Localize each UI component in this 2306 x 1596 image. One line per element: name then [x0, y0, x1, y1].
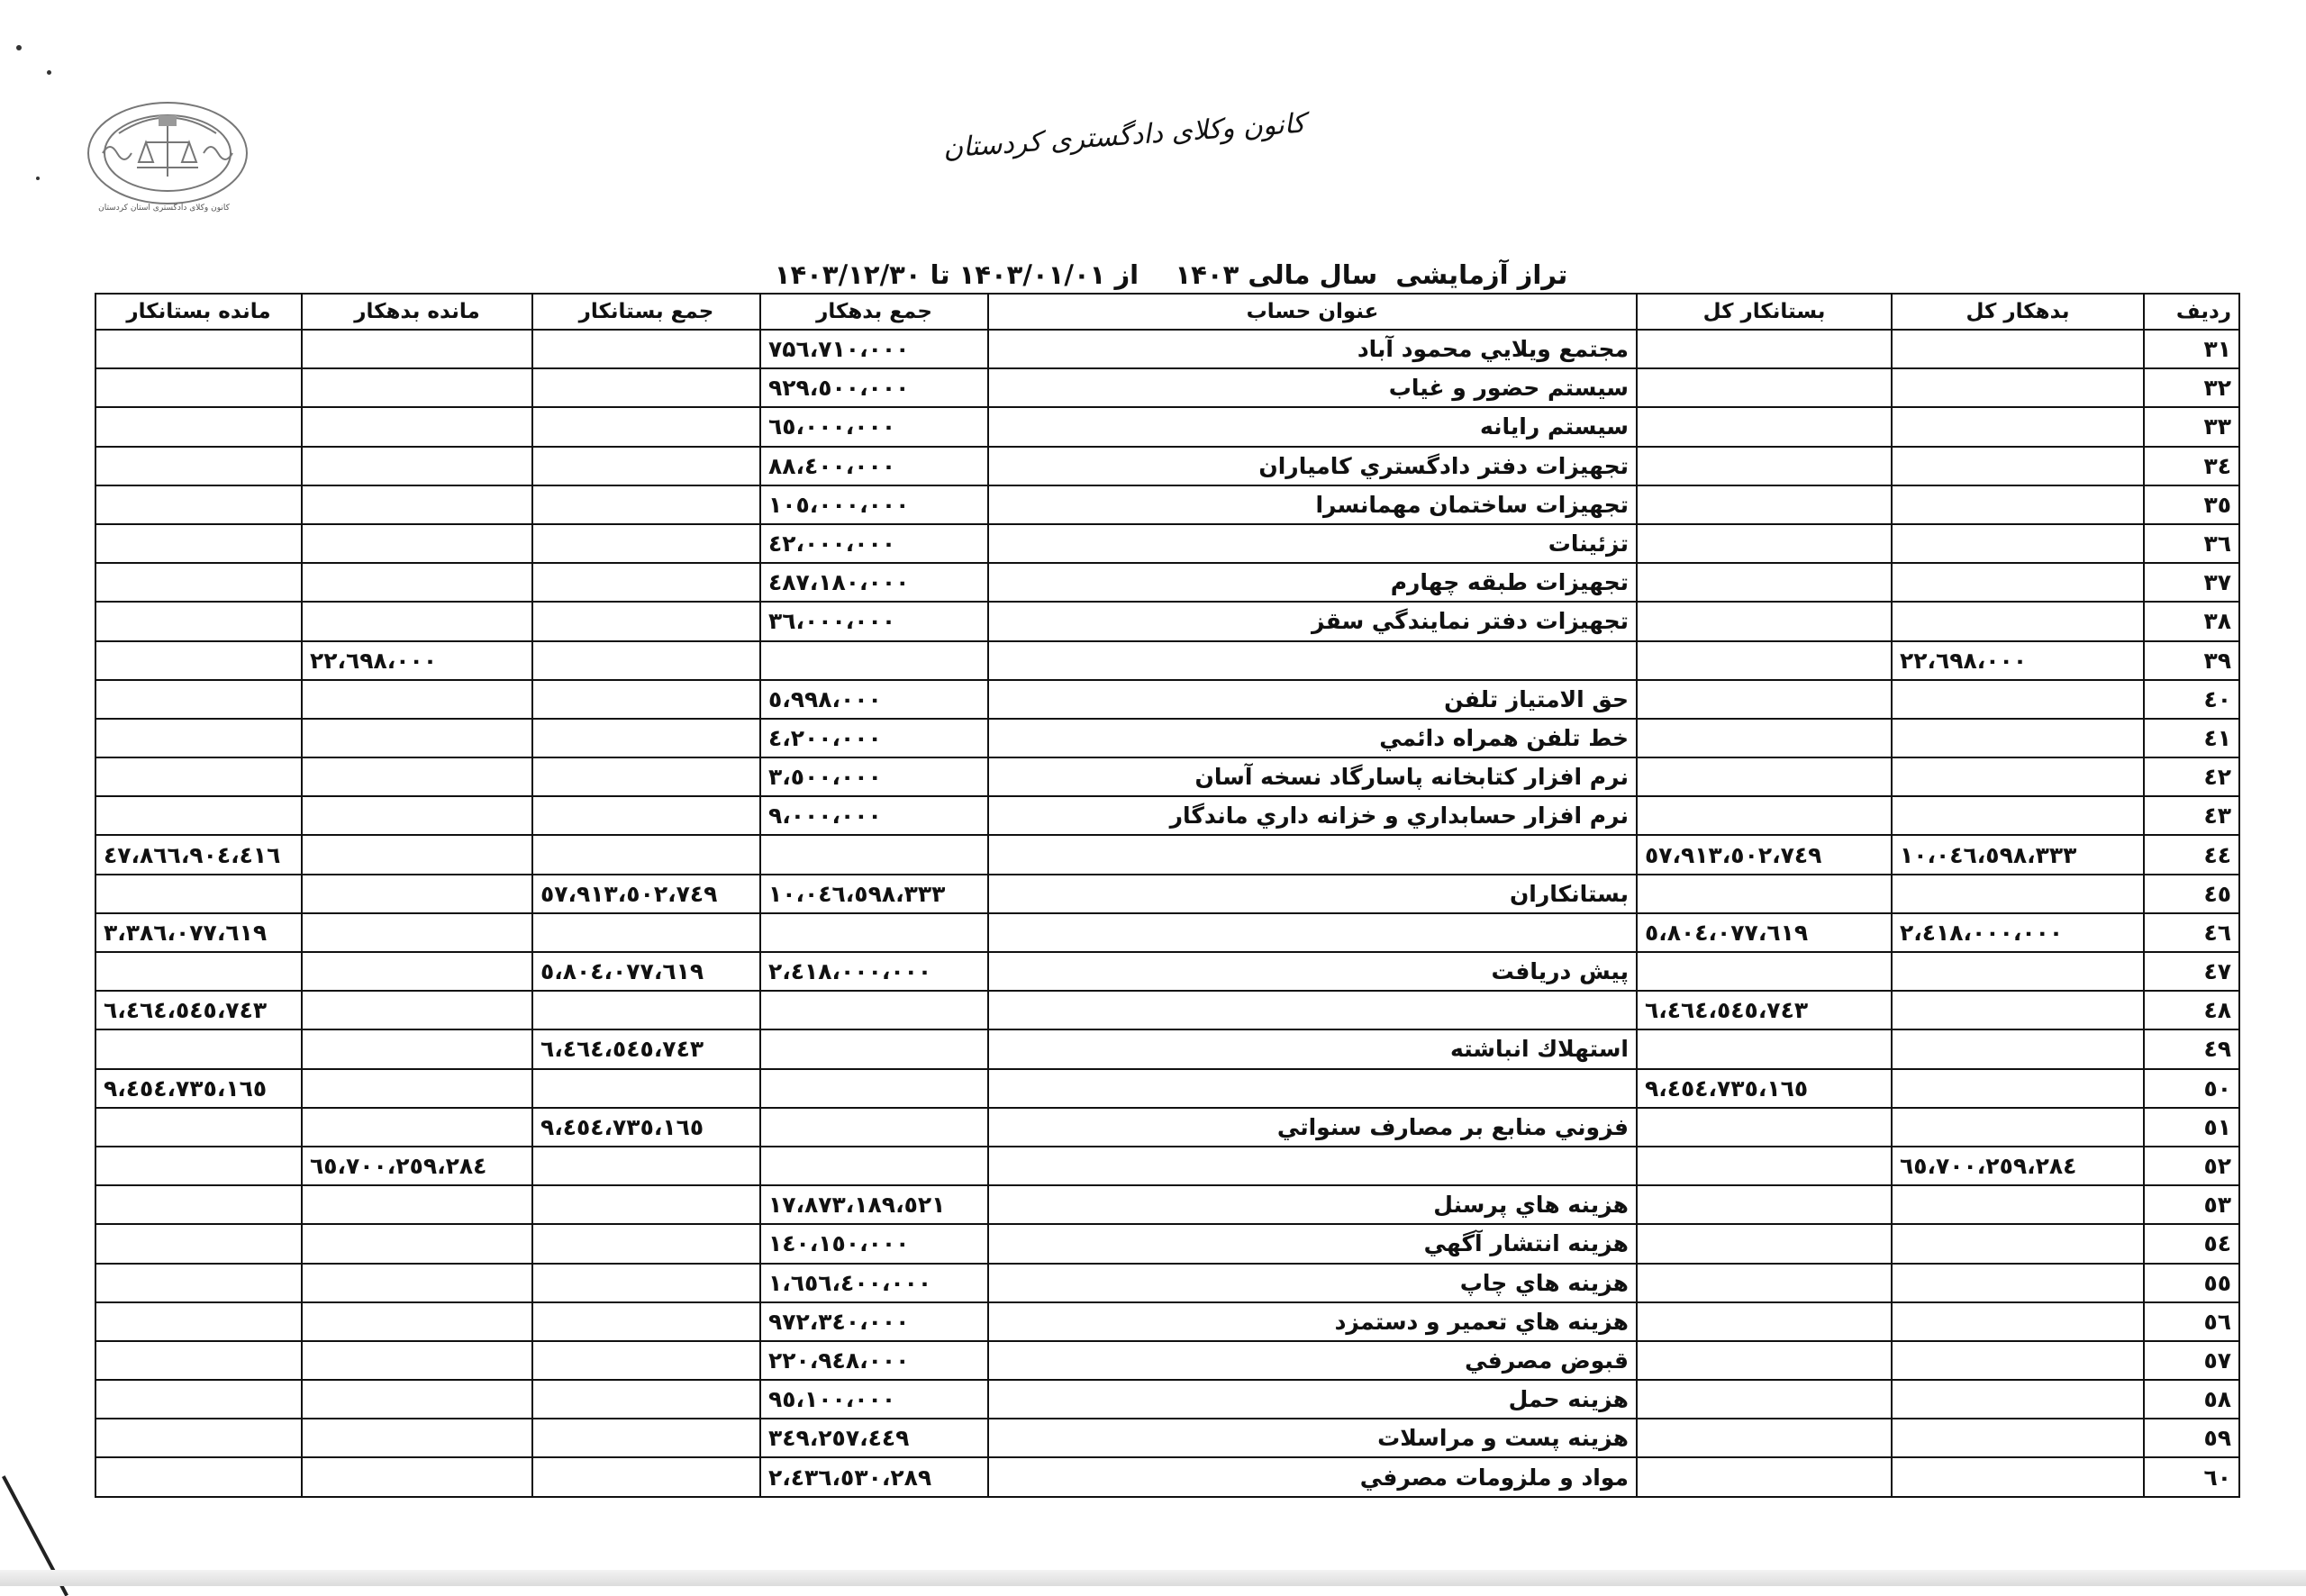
cell-total-credit: ۹،٤٥٤،۷۳٥،۱٦٥: [1637, 1069, 1892, 1108]
cell-account-title: سیستم حضور و غیاب: [988, 368, 1637, 407]
cell-row-number: ۳٤: [2144, 447, 2239, 485]
table-row: [95, 641, 2239, 680]
cell-total-credit: [1637, 330, 1892, 368]
cell-balance-debit: [302, 680, 532, 719]
cell-total-debit: [1892, 485, 2144, 524]
header-total-credit: بستانکار کل: [1637, 294, 1892, 330]
cell-row-number: ۳۹: [2144, 641, 2239, 680]
cell-balance-credit: ٤۷،۸٦٦،۹۰٤،٤۱٦: [95, 835, 302, 874]
cell-sum-debit: ۲۲۰،۹٤۸،۰۰۰: [760, 1341, 988, 1380]
cell-sum-debit: ٦٥،۰۰۰،۰۰۰: [760, 407, 988, 446]
table-row: [95, 524, 2239, 563]
cell-sum-credit: [532, 407, 760, 446]
cell-total-debit: [1892, 875, 2144, 913]
cell-sum-credit: [532, 485, 760, 524]
table-row: [95, 1147, 2239, 1185]
cell-total-debit: [1892, 991, 2144, 1029]
cell-sum-credit: [532, 1302, 760, 1341]
cell-account-title: مجتمع ویلایي محمود آباد: [988, 330, 1637, 368]
cell-row-number: ۳۳: [2144, 407, 2239, 446]
cell-total-debit: [1892, 1264, 2144, 1302]
cell-total-credit: [1637, 368, 1892, 407]
cell-total-credit: [1637, 524, 1892, 563]
scan-speck: [16, 45, 22, 50]
header-total-debit: بدهکار کل: [1892, 294, 2144, 330]
header-sum-debit: جمع بدهکار: [760, 294, 988, 330]
cell-balance-credit: [95, 447, 302, 485]
cell-total-credit: [1637, 1380, 1892, 1419]
table-row: [95, 952, 2239, 991]
table-row: [95, 1341, 2239, 1380]
cell-total-debit: ۲۲،٦۹۸،۰۰۰: [1892, 641, 2144, 680]
trial-balance-table: [95, 293, 2240, 1498]
cell-balance-debit: [302, 407, 532, 446]
cell-row-number: ٥۷: [2144, 1341, 2239, 1380]
header-balance-debit: مانده بدهکار: [302, 294, 532, 330]
cell-sum-debit: ٤۸۷،۱۸۰،۰۰۰: [760, 563, 988, 602]
cell-row-number: ٤۳: [2144, 796, 2239, 835]
cell-sum-debit: [760, 991, 988, 1029]
cell-total-credit: [1637, 1264, 1892, 1302]
table-row: [95, 1069, 2239, 1108]
cell-sum-credit: [532, 796, 760, 835]
cell-balance-debit: [302, 719, 532, 757]
cell-account-title: تجهیزات طبقه چهارم: [988, 563, 1637, 602]
cell-total-credit: [1637, 680, 1892, 719]
cell-account-title: تجهیزات ساختمان مهمانسرا: [988, 485, 1637, 524]
cell-sum-debit: [760, 1029, 988, 1068]
cell-row-number: ٤٤: [2144, 835, 2239, 874]
cell-account-title: [988, 991, 1637, 1029]
cell-sum-credit: [532, 1069, 760, 1108]
cell-row-number: ۳۱: [2144, 330, 2239, 368]
cell-balance-credit: [95, 602, 302, 640]
cell-balance-debit: [302, 835, 532, 874]
table-header-row: [95, 294, 2239, 330]
cell-total-debit: [1892, 1108, 2144, 1147]
cell-sum-credit: [532, 1380, 760, 1419]
cell-account-title: استهلاك انباشته: [988, 1029, 1637, 1068]
cell-account-title: [988, 1147, 1637, 1185]
cell-total-debit: [1892, 1069, 2144, 1108]
cell-balance-debit: [302, 1264, 532, 1302]
cell-balance-debit: [302, 952, 532, 991]
cell-row-number: ٤۱: [2144, 719, 2239, 757]
cell-total-debit: [1892, 719, 2144, 757]
cell-balance-credit: [95, 875, 302, 913]
cell-account-title: فزوني منابع بر مصارف سنواتي: [988, 1108, 1637, 1147]
seal-caption: کانون وکلای دادگستری استان کردستان: [98, 204, 230, 213]
cell-sum-debit: ۱٤۰،۱٥۰،۰۰۰: [760, 1224, 988, 1263]
cell-sum-credit: [532, 641, 760, 680]
cell-row-number: ٥۰: [2144, 1069, 2239, 1108]
cell-balance-debit: [302, 1302, 532, 1341]
cell-sum-credit: [532, 991, 760, 1029]
cell-total-debit: [1892, 1457, 2144, 1497]
cell-row-number: ٥٤: [2144, 1224, 2239, 1263]
cell-sum-debit: ٥،۹۹۸،۰۰۰: [760, 680, 988, 719]
organization-name: کانون وکلای دادگستری کردستان: [941, 107, 1307, 165]
cell-total-debit: [1892, 952, 2144, 991]
cell-balance-debit: [302, 524, 532, 563]
cell-total-debit: ۱۰،۰٤٦،٥۹۸،۳۳۳: [1892, 835, 2144, 874]
cell-sum-credit: [532, 757, 760, 796]
cell-total-debit: [1892, 1185, 2144, 1224]
cell-sum-credit: [532, 1224, 760, 1263]
header-sum-credit: جمع بستانکار: [532, 294, 760, 330]
cell-total-credit: [1637, 1302, 1892, 1341]
cell-sum-debit: ۹٥،۱۰۰،۰۰۰: [760, 1380, 988, 1419]
cell-balance-debit: [302, 991, 532, 1029]
scan-bottom-edge: [0, 1570, 2306, 1586]
cell-sum-debit: ۳٤۹،۲٥۷،٤٤۹: [760, 1419, 988, 1457]
cell-row-number: ٥۸: [2144, 1380, 2239, 1419]
table-row: [95, 1264, 2239, 1302]
cell-row-number: ٤۰: [2144, 680, 2239, 719]
cell-balance-debit: [302, 447, 532, 485]
cell-balance-debit: [302, 485, 532, 524]
cell-row-number: ٥۱: [2144, 1108, 2239, 1147]
table-row: [95, 368, 2239, 407]
cell-balance-credit: [95, 641, 302, 680]
cell-balance-debit: [302, 796, 532, 835]
cell-sum-debit: ۲،٤۳٦،٥۳۰،۲۸۹: [760, 1457, 988, 1497]
cell-balance-credit: [95, 680, 302, 719]
cell-total-debit: ٦٥،۷۰۰،۲٥۹،۲۸٤: [1892, 1147, 2144, 1185]
cell-total-credit: [1637, 875, 1892, 913]
cell-balance-debit: [302, 1380, 532, 1419]
cell-sum-credit: [532, 1185, 760, 1224]
table-row: [95, 1185, 2239, 1224]
cell-balance-debit: ۲۲،٦۹۸،۰۰۰: [302, 641, 532, 680]
cell-row-number: ٥۲: [2144, 1147, 2239, 1185]
cell-sum-debit: ۱۰٥،۰۰۰،۰۰۰: [760, 485, 988, 524]
cell-total-credit: [1637, 1029, 1892, 1068]
cell-sum-credit: [532, 563, 760, 602]
cell-account-title: مواد و ملزومات مصرفي: [988, 1457, 1637, 1497]
cell-balance-credit: ۳،۳۸٦،۰۷۷،٦۱۹: [95, 913, 302, 952]
cell-sum-debit: [760, 835, 988, 874]
table-row: [95, 447, 2239, 485]
cell-sum-debit: ۹۷۲،۳٤۰،۰۰۰: [760, 1302, 988, 1341]
cell-account-title: پیش دریافت: [988, 952, 1637, 991]
cell-total-debit: [1892, 1029, 2144, 1068]
cell-row-number: ٥٦: [2144, 1302, 2239, 1341]
cell-row-number: ۳۲: [2144, 368, 2239, 407]
cell-sum-debit: ۱۷،۸۷۳،۱۸۹،٥۲۱: [760, 1185, 988, 1224]
cell-sum-debit: ۳،٥۰۰،۰۰۰: [760, 757, 988, 796]
cell-sum-credit: ٥۷،۹۱۳،٥۰۲،۷٤۹: [532, 875, 760, 913]
cell-balance-credit: [95, 563, 302, 602]
cell-row-number: ٤۲: [2144, 757, 2239, 796]
cell-sum-credit: [532, 447, 760, 485]
cell-account-title: [988, 913, 1637, 952]
cell-total-debit: [1892, 602, 2144, 640]
table-row: [95, 330, 2239, 368]
scan-speck: [47, 70, 51, 75]
cell-account-title: هزینه حمل: [988, 1380, 1637, 1419]
table-row: [95, 875, 2239, 913]
cell-balance-credit: [95, 1264, 302, 1302]
cell-sum-debit: ۱۰،۰٤٦،٥۹۸،۳۳۳: [760, 875, 988, 913]
table-row: [95, 1029, 2239, 1068]
cell-sum-credit: ٥،۸۰٤،۰۷۷،٦۱۹: [532, 952, 760, 991]
cell-sum-debit: [760, 641, 988, 680]
cell-row-number: ٤۹: [2144, 1029, 2239, 1068]
table-row: [95, 757, 2239, 796]
cell-row-number: ٤۸: [2144, 991, 2239, 1029]
cell-balance-credit: [95, 1302, 302, 1341]
cell-balance-credit: [95, 1224, 302, 1263]
cell-account-title: قبوض مصرفي: [988, 1341, 1637, 1380]
cell-row-number: ٤۷: [2144, 952, 2239, 991]
cell-account-title: تزئینات: [988, 524, 1637, 563]
table-row: [95, 602, 2239, 640]
cell-sum-credit: [532, 330, 760, 368]
cell-sum-credit: [532, 913, 760, 952]
cell-total-debit: [1892, 330, 2144, 368]
cell-total-debit: [1892, 1302, 2144, 1341]
cell-account-title: [988, 835, 1637, 874]
cell-balance-debit: [302, 757, 532, 796]
cell-account-title: تجهیزات دفتر نمایندگي سقز: [988, 602, 1637, 640]
cell-account-title: خط تلفن همراه دائمي: [988, 719, 1637, 757]
table-body: [95, 330, 2239, 1497]
cell-account-title: حق الامتیاز تلفن: [988, 680, 1637, 719]
cell-sum-debit: ٤،۲۰۰،۰۰۰: [760, 719, 988, 757]
cell-total-credit: [1637, 952, 1892, 991]
cell-balance-credit: [95, 485, 302, 524]
cell-total-credit: [1637, 1457, 1892, 1497]
cell-row-number: ٤٥: [2144, 875, 2239, 913]
cell-balance-credit: [95, 1341, 302, 1380]
cell-total-credit: [1637, 1341, 1892, 1380]
cell-balance-debit: [302, 1029, 532, 1068]
table-row: [95, 485, 2239, 524]
table-row: [95, 719, 2239, 757]
cell-total-debit: [1892, 757, 2144, 796]
cell-sum-debit: ۱،٦٥٦،٤۰۰،۰۰۰: [760, 1264, 988, 1302]
cell-account-title: هزینه انتشار آگهي: [988, 1224, 1637, 1263]
cell-total-credit: ٥،۸۰٤،۰۷۷،٦۱۹: [1637, 913, 1892, 952]
cell-sum-debit: ۹۲۹،٥۰۰،۰۰۰: [760, 368, 988, 407]
cell-balance-credit: [95, 1457, 302, 1497]
cell-account-title: نرم افزار حسابداري و خزانه داري ماندگار: [988, 796, 1637, 835]
cell-total-credit: [1637, 1108, 1892, 1147]
cell-total-credit: [1637, 407, 1892, 446]
cell-sum-credit: [532, 1147, 760, 1185]
cell-balance-credit: [95, 1380, 302, 1419]
header-row-number: ردیف: [2144, 294, 2239, 330]
cell-total-credit: [1637, 719, 1892, 757]
cell-sum-debit: [760, 1147, 988, 1185]
cell-total-credit: [1637, 1147, 1892, 1185]
cell-balance-debit: [302, 1108, 532, 1147]
cell-total-credit: [1637, 1419, 1892, 1457]
cell-total-debit: [1892, 563, 2144, 602]
cell-sum-debit: ۷۵٦،۷۱۰،۰۰۰: [760, 330, 988, 368]
cell-sum-debit: ۲،٤۱۸،۰۰۰،۰۰۰: [760, 952, 988, 991]
cell-balance-debit: [302, 875, 532, 913]
cell-account-title: بستانکاران: [988, 875, 1637, 913]
table-row: [95, 1419, 2239, 1457]
cell-row-number: ۳٥: [2144, 485, 2239, 524]
cell-total-credit: [1637, 1224, 1892, 1263]
cell-account-title: [988, 641, 1637, 680]
cell-total-debit: [1892, 1380, 2144, 1419]
table-row: [95, 1457, 2239, 1497]
cell-total-credit: [1637, 641, 1892, 680]
table-row: [95, 407, 2239, 446]
cell-sum-debit: ۹،۰۰۰،۰۰۰: [760, 796, 988, 835]
cell-sum-credit: [532, 719, 760, 757]
cell-balance-credit: [95, 407, 302, 446]
cell-sum-debit: [760, 1108, 988, 1147]
cell-balance-credit: [95, 1185, 302, 1224]
table-row: [95, 835, 2239, 874]
table-row: [95, 563, 2239, 602]
cell-row-number: ۳٦: [2144, 524, 2239, 563]
cell-row-number: ٥٥: [2144, 1264, 2239, 1302]
cell-total-credit: [1637, 1185, 1892, 1224]
cell-total-debit: [1892, 796, 2144, 835]
cell-sum-credit: [532, 524, 760, 563]
cell-row-number: ٥۳: [2144, 1185, 2239, 1224]
header-account-title: عنوان حساب: [988, 294, 1637, 330]
cell-balance-credit: [95, 1108, 302, 1147]
cell-total-credit: [1637, 757, 1892, 796]
cell-sum-debit: [760, 1069, 988, 1108]
document-title: تراز آزمایشی سال مالی ۱۴۰۳ از ۱۴۰۳/۰۱/۰۱ تا ۱۴۰۳/۱۲/۳۰: [774, 259, 1568, 290]
cell-account-title: هزینه هاي چاپ: [988, 1264, 1637, 1302]
cell-sum-debit: [760, 913, 988, 952]
cell-account-title: هزینه پست و مراسلات: [988, 1419, 1637, 1457]
cell-balance-credit: [95, 1419, 302, 1457]
header-balance-credit: مانده بستانکار: [95, 294, 302, 330]
cell-sum-credit: [532, 1341, 760, 1380]
cell-balance-credit: [95, 952, 302, 991]
cell-sum-debit: ۸۸،٤۰۰،۰۰۰: [760, 447, 988, 485]
cell-balance-debit: [302, 1224, 532, 1263]
cell-total-debit: [1892, 407, 2144, 446]
scan-speck: [36, 177, 40, 180]
cell-balance-credit: ۹،٤٥٤،۷۳٥،۱٦٥: [95, 1069, 302, 1108]
cell-sum-debit: ٤۲،۰۰۰،۰۰۰: [760, 524, 988, 563]
cell-row-number: ۳۸: [2144, 602, 2239, 640]
table-row: [95, 991, 2239, 1029]
cell-balance-debit: [302, 1069, 532, 1108]
cell-account-title: سیستم رایانه: [988, 407, 1637, 446]
cell-total-credit: [1637, 447, 1892, 485]
cell-balance-debit: ٦٥،۷۰۰،۲٥۹،۲۸٤: [302, 1147, 532, 1185]
cell-balance-credit: [95, 1029, 302, 1068]
cell-total-debit: [1892, 368, 2144, 407]
cell-sum-credit: [532, 1457, 760, 1497]
cell-sum-credit: [532, 1419, 760, 1457]
cell-total-debit: [1892, 1341, 2144, 1380]
cell-total-credit: [1637, 563, 1892, 602]
cell-sum-debit: ۳٦،۰۰۰،۰۰۰: [760, 602, 988, 640]
cell-balance-credit: [95, 719, 302, 757]
cell-balance-credit: [95, 1147, 302, 1185]
cell-account-title: هزینه هاي پرسنل: [988, 1185, 1637, 1224]
table-row: [95, 913, 2239, 952]
cell-row-number: ٤٦: [2144, 913, 2239, 952]
cell-balance-debit: [302, 913, 532, 952]
table-row: [95, 1380, 2239, 1419]
cell-total-credit: [1637, 796, 1892, 835]
cell-balance-debit: [302, 602, 532, 640]
cell-account-title: نرم افزار کتابخانه پاسارگاد نسخه آسان: [988, 757, 1637, 796]
cell-balance-debit: [302, 1341, 532, 1380]
cell-account-title: هزینه هاي تعمیر و دستمزد: [988, 1302, 1637, 1341]
cell-total-debit: ۲،٤۱۸،۰۰۰،۰۰۰: [1892, 913, 2144, 952]
cell-sum-credit: [532, 680, 760, 719]
cell-balance-debit: [302, 368, 532, 407]
cell-total-debit: [1892, 524, 2144, 563]
cell-balance-debit: [302, 1185, 532, 1224]
cell-balance-debit: [302, 1419, 532, 1457]
cell-total-debit: [1892, 1224, 2144, 1263]
cell-row-number: ٥۹: [2144, 1419, 2239, 1457]
table-row: [95, 680, 2239, 719]
cell-sum-credit: [532, 835, 760, 874]
cell-sum-credit: ٦،٤٦٤،٥٤٥،۷٤۳: [532, 1029, 760, 1068]
cell-balance-debit: [302, 330, 532, 368]
cell-balance-credit: [95, 524, 302, 563]
cell-balance-credit: [95, 368, 302, 407]
cell-sum-credit: [532, 602, 760, 640]
cell-account-title: تجهیزات دفتر دادگستري کامیاران: [988, 447, 1637, 485]
cell-total-debit: [1892, 447, 2144, 485]
cell-row-number: ٦۰: [2144, 1457, 2239, 1497]
cell-balance-debit: [302, 1457, 532, 1497]
cell-balance-credit: [95, 796, 302, 835]
table-row: [95, 1224, 2239, 1263]
cell-account-title: [988, 1069, 1637, 1108]
cell-balance-credit: [95, 330, 302, 368]
table-row: [95, 1108, 2239, 1147]
cell-sum-credit: [532, 368, 760, 407]
cell-total-credit: [1637, 602, 1892, 640]
cell-sum-credit: [532, 1264, 760, 1302]
cell-balance-credit: ٦،٤٦٤،٥٤٥،۷٤۳: [95, 991, 302, 1029]
cell-total-debit: [1892, 680, 2144, 719]
cell-total-credit: ٦،٤٦٤،٥٤٥،۷٤۳: [1637, 991, 1892, 1029]
cell-sum-credit: ۹،٤٥٤،۷۳٥،۱٦٥: [532, 1108, 760, 1147]
cell-total-credit: ٥۷،۹۱۳،٥۰۲،۷٤۹: [1637, 835, 1892, 874]
table-row: [95, 796, 2239, 835]
cell-balance-credit: [95, 757, 302, 796]
cell-total-debit: [1892, 1419, 2144, 1457]
cell-balance-debit: [302, 563, 532, 602]
cell-total-credit: [1637, 485, 1892, 524]
table-row: [95, 1302, 2239, 1341]
cell-row-number: ۳۷: [2144, 563, 2239, 602]
